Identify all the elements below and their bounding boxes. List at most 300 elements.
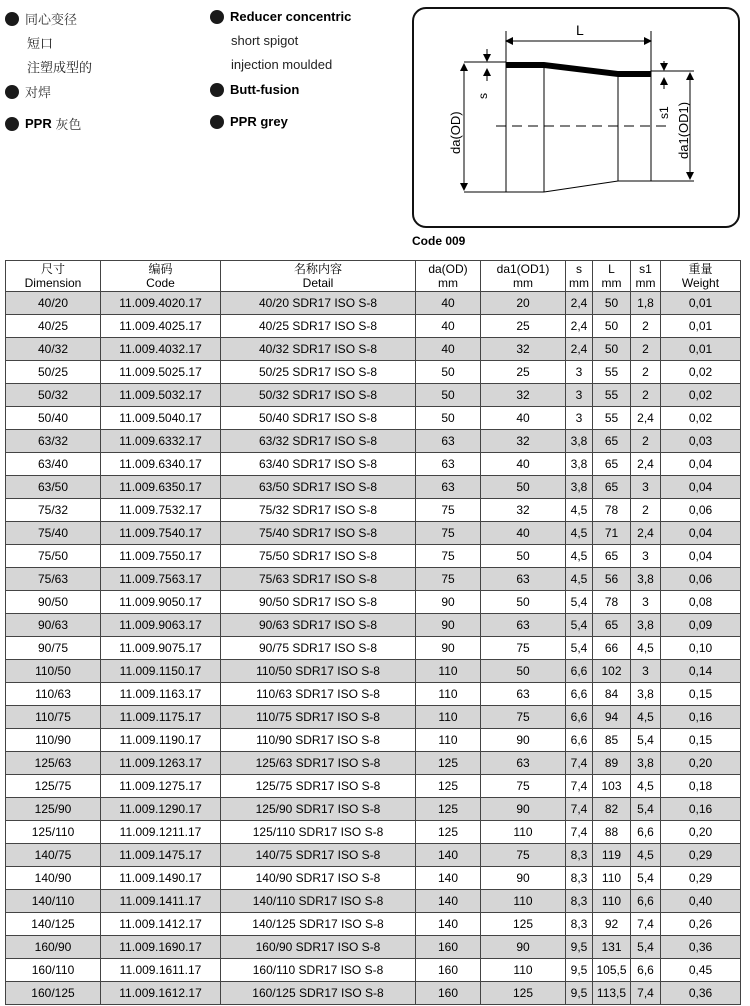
cell-da1: 75: [481, 775, 566, 798]
table-row: [6, 821, 741, 844]
cell-dimension: 50/25: [6, 361, 101, 384]
cell-s: 7,4: [566, 752, 593, 775]
cell-dimension: 90/75: [6, 637, 101, 660]
cell-weight: 0,36: [661, 982, 741, 1005]
cell-weight: 0,03: [661, 430, 741, 453]
cell-l: 82: [593, 798, 631, 821]
cell-da: 75: [416, 522, 481, 545]
text-short-spigot-cn: 短口: [27, 36, 54, 51]
cell-s1: 4,5: [631, 775, 661, 798]
cell-s: 9,5: [566, 936, 593, 959]
table-row: [6, 637, 741, 660]
table-row: [6, 499, 741, 522]
cell-da: 140: [416, 844, 481, 867]
cell-s: 2,4: [566, 315, 593, 338]
cell-da: 40: [416, 315, 481, 338]
cell-code: 11.009.9075.17: [101, 637, 221, 660]
cell-weight: 0,16: [661, 706, 741, 729]
col-header-weight: [661, 261, 741, 292]
col-header-label: da1(OD1): [496, 262, 550, 276]
table-row: [6, 315, 741, 338]
cell-weight: 0,20: [661, 752, 741, 775]
cell-l: 50: [593, 338, 631, 361]
bullet-dot-icon: [5, 85, 19, 99]
cell-weight: 0,01: [661, 315, 741, 338]
cell-da: 140: [416, 890, 481, 913]
cell-dimension: 50/40: [6, 407, 101, 430]
table-row: [6, 775, 741, 798]
table-row: [6, 453, 741, 476]
cell-s1: 6,6: [631, 821, 661, 844]
cell-l: 89: [593, 752, 631, 775]
cell-dimension: 140/110: [6, 890, 101, 913]
cell-weight: 0,18: [661, 775, 741, 798]
cell-s: 3,8: [566, 453, 593, 476]
cell-l: 50: [593, 315, 631, 338]
table-row: [6, 752, 741, 775]
cell-s: 4,5: [566, 499, 593, 522]
table-row: [6, 706, 741, 729]
cell-da1: 125: [481, 913, 566, 936]
cell-da: 63: [416, 430, 481, 453]
cell-l: 71: [593, 522, 631, 545]
cell-s1: 3,8: [631, 568, 661, 591]
col-header-unit: mm: [569, 276, 589, 290]
text-reducer-en: Reducer concentric: [230, 9, 352, 24]
cell-weight: 0,06: [661, 568, 741, 591]
cell-s1: 2: [631, 499, 661, 522]
cell-l: 103: [593, 775, 631, 798]
cell-s1: 5,4: [631, 798, 661, 821]
table-row: [6, 430, 741, 453]
cell-dimension: 40/25: [6, 315, 101, 338]
cell-weight: 0,04: [661, 476, 741, 499]
cell-dimension: 110/50: [6, 660, 101, 683]
cell-code: 11.009.7563.17: [101, 568, 221, 591]
cell-s: 9,5: [566, 982, 593, 1005]
bullet-reducer-en: [210, 9, 351, 24]
text-reducer-cn: 同心变径: [25, 12, 78, 27]
cell-da: 110: [416, 660, 481, 683]
cell-da1: 40: [481, 522, 566, 545]
cell-da1: 25: [481, 361, 566, 384]
cell-weight: 0,20: [661, 821, 741, 844]
cell-code: 11.009.1412.17: [101, 913, 221, 936]
table-row: [6, 982, 741, 1005]
cell-l: 65: [593, 476, 631, 499]
cell-weight: 0,26: [661, 913, 741, 936]
cell-s: 3: [566, 384, 593, 407]
cell-da: 90: [416, 591, 481, 614]
cell-code: 11.009.1211.17: [101, 821, 221, 844]
cell-detail: 125/63 SDR17 ISO S-8: [221, 752, 416, 775]
cell-weight: 0,15: [661, 729, 741, 752]
cell-l: 119: [593, 844, 631, 867]
cell-weight: 0,04: [661, 545, 741, 568]
cell-da1: 32: [481, 384, 566, 407]
cell-weight: 0,36: [661, 936, 741, 959]
cell-da1: 50: [481, 591, 566, 614]
col-header-unit: mm: [438, 276, 458, 290]
text-butt-fusion-en: Butt-fusion: [230, 82, 300, 97]
cell-detail: 125/110 SDR17 ISO S-8: [221, 821, 416, 844]
cell-s1: 3,8: [631, 614, 661, 637]
cell-dimension: 75/40: [6, 522, 101, 545]
cell-da1: 90: [481, 798, 566, 821]
cell-da1: 90: [481, 936, 566, 959]
col-header-label: s1: [639, 262, 652, 276]
cell-s1: 7,4: [631, 982, 661, 1005]
cell-weight: 0,10: [661, 637, 741, 660]
table-row: [6, 591, 741, 614]
cell-da1: 75: [481, 637, 566, 660]
cell-l: 92: [593, 913, 631, 936]
cell-l: 88: [593, 821, 631, 844]
cell-dimension: 75/50: [6, 545, 101, 568]
cell-da1: 40: [481, 407, 566, 430]
cell-s: 3,8: [566, 476, 593, 499]
cell-detail: 110/50 SDR17 ISO S-8: [221, 660, 416, 683]
cell-code: 11.009.1275.17: [101, 775, 221, 798]
cell-da: 140: [416, 913, 481, 936]
cell-s: 4,5: [566, 568, 593, 591]
bullet-reducer-cn: [5, 9, 77, 28]
cell-weight: 0,02: [661, 384, 741, 407]
cell-s1: 2: [631, 361, 661, 384]
cell-code: 11.009.4025.17: [101, 315, 221, 338]
table-row: [6, 384, 741, 407]
cell-detail: 140/75 SDR17 ISO S-8: [221, 844, 416, 867]
cell-s1: 3: [631, 660, 661, 683]
cell-s1: 1,8: [631, 292, 661, 315]
cell-detail: 75/63 SDR17 ISO S-8: [221, 568, 416, 591]
cell-l: 85: [593, 729, 631, 752]
cell-l: 110: [593, 890, 631, 913]
cell-da: 75: [416, 545, 481, 568]
cell-da1: 32: [481, 430, 566, 453]
cell-da1: 50: [481, 660, 566, 683]
bullet-butt-fusion-cn: [5, 82, 51, 101]
cell-da: 140: [416, 867, 481, 890]
col-header-label: s: [576, 262, 582, 276]
cell-weight: 0,14: [661, 660, 741, 683]
code-label: Code 009: [412, 234, 466, 248]
cell-dimension: 140/90: [6, 867, 101, 890]
cell-weight: 0,01: [661, 292, 741, 315]
col-header-unit: mm: [635, 276, 656, 290]
cell-weight: 0,29: [661, 844, 741, 867]
cell-l: 65: [593, 453, 631, 476]
col-header-dimension: [6, 261, 101, 292]
cell-dimension: 40/32: [6, 338, 101, 361]
cell-weight: 0,08: [661, 591, 741, 614]
cell-da1: 90: [481, 867, 566, 890]
col-header-label: da(OD): [428, 262, 468, 276]
cell-dimension: 125/75: [6, 775, 101, 798]
table-row: [6, 683, 741, 706]
cell-weight: 0,02: [661, 361, 741, 384]
cell-s1: 2,4: [631, 522, 661, 545]
cell-detail: 90/63 SDR17 ISO S-8: [221, 614, 416, 637]
cell-s: 8,3: [566, 913, 593, 936]
cell-da1: 50: [481, 545, 566, 568]
cell-l: 84: [593, 683, 631, 706]
table-header-row: [6, 261, 741, 292]
cell-dimension: 40/20: [6, 292, 101, 315]
cell-da: 50: [416, 384, 481, 407]
cell-s1: 3,8: [631, 683, 661, 706]
cell-s: 2,4: [566, 338, 593, 361]
table-body: [6, 292, 741, 1005]
cell-detail: 90/50 SDR17 ISO S-8: [221, 591, 416, 614]
col-header-label: L: [608, 262, 615, 276]
cell-weight: 0,15: [661, 683, 741, 706]
cell-s1: 5,4: [631, 729, 661, 752]
cell-l: 78: [593, 591, 631, 614]
table-row: [6, 292, 741, 315]
cell-da: 160: [416, 959, 481, 982]
cell-l: 55: [593, 384, 631, 407]
cell-s1: 6,6: [631, 890, 661, 913]
table-row: [6, 545, 741, 568]
bullet-dot-icon: [210, 10, 224, 24]
cell-code: 11.009.1150.17: [101, 660, 221, 683]
cell-da1: 20: [481, 292, 566, 315]
col-header-detail: [221, 261, 416, 292]
bullet-dot-icon: [210, 83, 224, 97]
cell-dimension: 90/50: [6, 591, 101, 614]
cell-l: 55: [593, 361, 631, 384]
cell-s: 5,4: [566, 614, 593, 637]
cell-da: 110: [416, 729, 481, 752]
diagram-label-L: L: [576, 22, 584, 38]
cell-s: 4,5: [566, 545, 593, 568]
cell-da1: 25: [481, 315, 566, 338]
cell-l: 66: [593, 637, 631, 660]
cell-s: 6,6: [566, 683, 593, 706]
cell-s1: 4,5: [631, 844, 661, 867]
cell-code: 11.009.1475.17: [101, 844, 221, 867]
cell-detail: 63/40 SDR17 ISO S-8: [221, 453, 416, 476]
table-row: [6, 407, 741, 430]
cell-s: 9,5: [566, 959, 593, 982]
cell-detail: 110/63 SDR17 ISO S-8: [221, 683, 416, 706]
cell-da: 90: [416, 637, 481, 660]
cell-da1: 40: [481, 453, 566, 476]
col-header-unit: mm: [601, 276, 622, 290]
cell-detail: 75/40 SDR17 ISO S-8: [221, 522, 416, 545]
bullet-butt-fusion-en: [210, 82, 299, 97]
cell-s: 8,3: [566, 867, 593, 890]
cell-dimension: 75/32: [6, 499, 101, 522]
cell-weight: 0,29: [661, 867, 741, 890]
col-header-da1: [481, 261, 566, 292]
cell-l: 105,5: [593, 959, 631, 982]
cell-s: 7,4: [566, 798, 593, 821]
cell-s1: 3: [631, 476, 661, 499]
cell-da1: 32: [481, 338, 566, 361]
cell-weight: 0,09: [661, 614, 741, 637]
cell-dimension: 110/90: [6, 729, 101, 752]
cell-detail: 40/20 SDR17 ISO S-8: [221, 292, 416, 315]
reducer-table: [5, 260, 741, 1005]
bullet-dot-icon: [5, 117, 19, 131]
cell-l: 55: [593, 407, 631, 430]
cell-dimension: 160/125: [6, 982, 101, 1005]
col-header-unit: Dimension: [24, 276, 82, 290]
cell-da: 125: [416, 798, 481, 821]
cell-dimension: 125/90: [6, 798, 101, 821]
cell-da: 50: [416, 361, 481, 384]
cell-weight: 0,04: [661, 453, 741, 476]
cell-detail: 110/90 SDR17 ISO S-8: [221, 729, 416, 752]
cell-da: 50: [416, 407, 481, 430]
cell-code: 11.009.9063.17: [101, 614, 221, 637]
cell-code: 11.009.7532.17: [101, 499, 221, 522]
cell-s1: 3,8: [631, 752, 661, 775]
cell-s: 7,4: [566, 821, 593, 844]
col-header-unit: mm: [513, 276, 533, 290]
cell-l: 65: [593, 545, 631, 568]
bullet-dot-icon: [210, 115, 224, 129]
cell-detail: 63/32 SDR17 ISO S-8: [221, 430, 416, 453]
col-header-label: 重量: [688, 262, 713, 276]
cell-s: 6,6: [566, 729, 593, 752]
col-header-l: [593, 261, 631, 292]
cell-s: 3: [566, 361, 593, 384]
col-header-label: 名称内容: [293, 262, 342, 276]
cell-da1: 63: [481, 568, 566, 591]
bullet-dot-icon: [5, 12, 19, 26]
table-row: [6, 338, 741, 361]
cell-dimension: 140/75: [6, 844, 101, 867]
cell-weight: 0,06: [661, 499, 741, 522]
cell-dimension: 140/125: [6, 913, 101, 936]
cell-s: 3: [566, 407, 593, 430]
cell-code: 11.009.1290.17: [101, 798, 221, 821]
cell-s1: 7,4: [631, 913, 661, 936]
text-ppr-grey-en: PPR grey: [230, 114, 288, 129]
col-header-da: [416, 261, 481, 292]
cell-detail: 50/32 SDR17 ISO S-8: [221, 384, 416, 407]
diagram-label-s1: s1: [657, 106, 671, 119]
cell-detail: 50/25 SDR17 ISO S-8: [221, 361, 416, 384]
table-row: [6, 844, 741, 867]
cell-l: 56: [593, 568, 631, 591]
cell-l: 94: [593, 706, 631, 729]
cell-weight: 0,45: [661, 959, 741, 982]
table-row: [6, 913, 741, 936]
cell-da1: 63: [481, 683, 566, 706]
cell-s: 2,4: [566, 292, 593, 315]
cell-dimension: 160/90: [6, 936, 101, 959]
cell-da1: 63: [481, 614, 566, 637]
cell-da: 160: [416, 982, 481, 1005]
cell-weight: 0,16: [661, 798, 741, 821]
cell-da: 63: [416, 476, 481, 499]
col-header-unit: Weight: [681, 276, 720, 290]
cell-da1: 75: [481, 844, 566, 867]
cell-code: 11.009.1190.17: [101, 729, 221, 752]
col-header-label: 编码: [148, 262, 173, 276]
cell-da1: 75: [481, 706, 566, 729]
cell-weight: 0,01: [661, 338, 741, 361]
cell-code: 11.009.1690.17: [101, 936, 221, 959]
cell-s1: 5,4: [631, 867, 661, 890]
col-header-unit: Code: [146, 276, 175, 290]
cell-s1: 4,5: [631, 637, 661, 660]
cell-detail: 63/50 SDR17 ISO S-8: [221, 476, 416, 499]
cell-da: 125: [416, 775, 481, 798]
cell-code: 11.009.6332.17: [101, 430, 221, 453]
cell-l: 78: [593, 499, 631, 522]
table-row: [6, 798, 741, 821]
cell-detail: 160/125 SDR17 ISO S-8: [221, 982, 416, 1005]
text-injection-cn: 注塑成型的: [27, 60, 93, 75]
col-header-code: [101, 261, 221, 292]
cell-da: 75: [416, 568, 481, 591]
reducer-drawing-icon: [414, 9, 738, 226]
table-row: [6, 936, 741, 959]
cell-detail: 40/25 SDR17 ISO S-8: [221, 315, 416, 338]
cell-detail: 140/110 SDR17 ISO S-8: [221, 890, 416, 913]
cell-dimension: 63/50: [6, 476, 101, 499]
cell-detail: 75/32 SDR17 ISO S-8: [221, 499, 416, 522]
cell-da: 125: [416, 752, 481, 775]
cell-s: 8,3: [566, 890, 593, 913]
cell-da: 40: [416, 338, 481, 361]
cell-detail: 140/125 SDR17 ISO S-8: [221, 913, 416, 936]
cell-l: 113,5: [593, 982, 631, 1005]
reducer-diagram: [412, 7, 740, 228]
cell-da1: 32: [481, 499, 566, 522]
cell-s: 6,6: [566, 660, 593, 683]
table-row: [6, 660, 741, 683]
cell-da1: 110: [481, 959, 566, 982]
cell-s: 5,4: [566, 591, 593, 614]
cell-l: 65: [593, 430, 631, 453]
cell-da: 125: [416, 821, 481, 844]
cell-da1: 63: [481, 752, 566, 775]
cell-detail: 160/90 SDR17 ISO S-8: [221, 936, 416, 959]
cell-da: 63: [416, 453, 481, 476]
cell-s1: 2: [631, 384, 661, 407]
cell-s1: 6,6: [631, 959, 661, 982]
cell-da1: 90: [481, 729, 566, 752]
cell-dimension: 125/63: [6, 752, 101, 775]
text-grey-cn: 灰色: [55, 117, 82, 132]
cell-detail: 125/90 SDR17 ISO S-8: [221, 798, 416, 821]
cell-weight: 0,02: [661, 407, 741, 430]
cell-code: 11.009.4032.17: [101, 338, 221, 361]
cell-code: 11.009.9050.17: [101, 591, 221, 614]
cell-detail: 75/50 SDR17 ISO S-8: [221, 545, 416, 568]
table-row: [6, 890, 741, 913]
cell-da: 75: [416, 499, 481, 522]
cell-detail: 90/75 SDR17 ISO S-8: [221, 637, 416, 660]
cell-s: 3,8: [566, 430, 593, 453]
cell-dimension: 63/40: [6, 453, 101, 476]
cell-dimension: 160/110: [6, 959, 101, 982]
cell-da: 90: [416, 614, 481, 637]
cell-detail: 110/75 SDR17 ISO S-8: [221, 706, 416, 729]
cell-detail: 140/90 SDR17 ISO S-8: [221, 867, 416, 890]
cell-s1: 3: [631, 545, 661, 568]
cell-l: 110: [593, 867, 631, 890]
cell-s1: 2,4: [631, 453, 661, 476]
diagram-label-da: da(OD): [448, 111, 463, 154]
cell-da1: 125: [481, 982, 566, 1005]
